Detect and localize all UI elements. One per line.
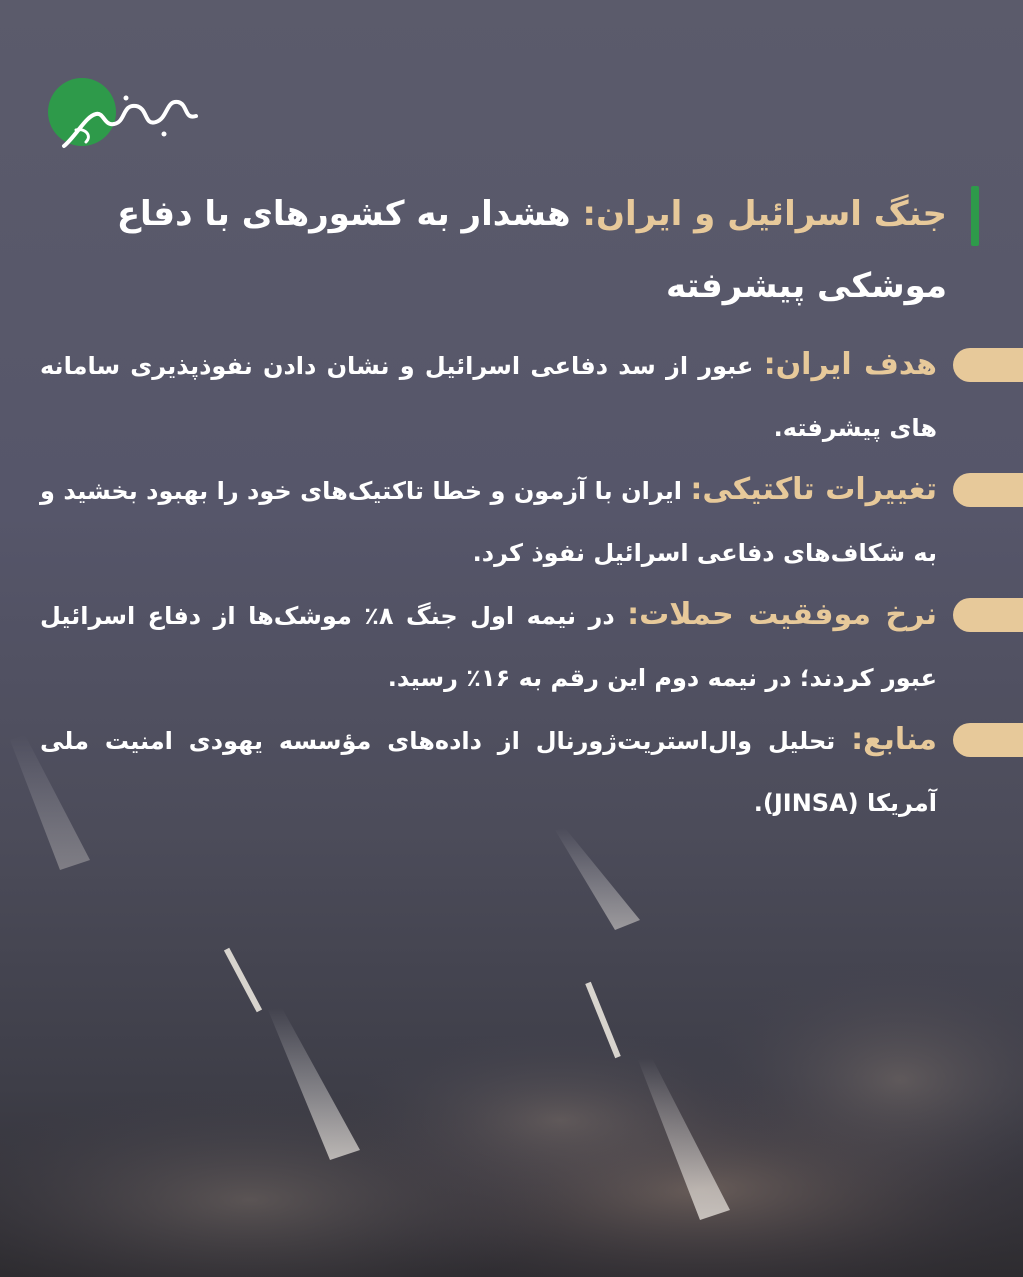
bullet-pill — [953, 598, 1023, 632]
headline-text: هشدار به کشورهای با دفاع موشکی پیشرفته — [116, 194, 947, 306]
bullet-pill — [953, 348, 1023, 382]
list-item-body: ایران با آزمون و خطا تاکتیک‌های خود را بهبود بخشید و به شکاف‌های دفاعی اسرائیل نفوذ کرد. — [40, 477, 937, 567]
headline-block — [39, 178, 979, 322]
list-item — [0, 459, 1023, 584]
list-item-body: در نیمه اول جنگ ۸٪ موشک‌ها از دفاع اسرائیل عبور کردند؛ در نیمه دوم این رقم به ۱۶٪ رسید. — [40, 602, 937, 692]
list-item — [0, 334, 1023, 459]
logo-calligraphy — [56, 86, 206, 156]
list-item — [0, 709, 1023, 834]
bullet-pill — [953, 473, 1023, 507]
headline-prefix: جنگ اسرائیل و ایران: — [582, 194, 947, 234]
list-item-body: عبور از سد دفاعی اسرائیل و نشان دادن نفوذپذیری سامانه های پیشرفته. — [40, 352, 937, 442]
list-item-text — [0, 459, 1023, 584]
key-points-list — [0, 334, 1023, 834]
list-item — [0, 584, 1023, 709]
list-item-text — [0, 584, 1023, 709]
headline — [39, 178, 979, 322]
list-item-label: منابع: — [851, 722, 937, 757]
list-item-text — [0, 334, 1023, 459]
brand-logo — [48, 78, 198, 168]
list-item-label: هدف ایران: — [763, 347, 937, 382]
list-item-label: تغییرات تاکتیکی: — [690, 472, 937, 507]
headline-accent-bar — [971, 186, 979, 246]
list-item-text — [0, 709, 1023, 834]
list-item-body: تحلیل وال‌استریت‌ژورنال از داده‌های مؤسسه یهودی امنیت ملی آمریکا (JINSA). — [40, 727, 937, 817]
list-item-label: نرخ موفقیت حملات: — [627, 597, 938, 632]
bullet-pill — [953, 723, 1023, 757]
